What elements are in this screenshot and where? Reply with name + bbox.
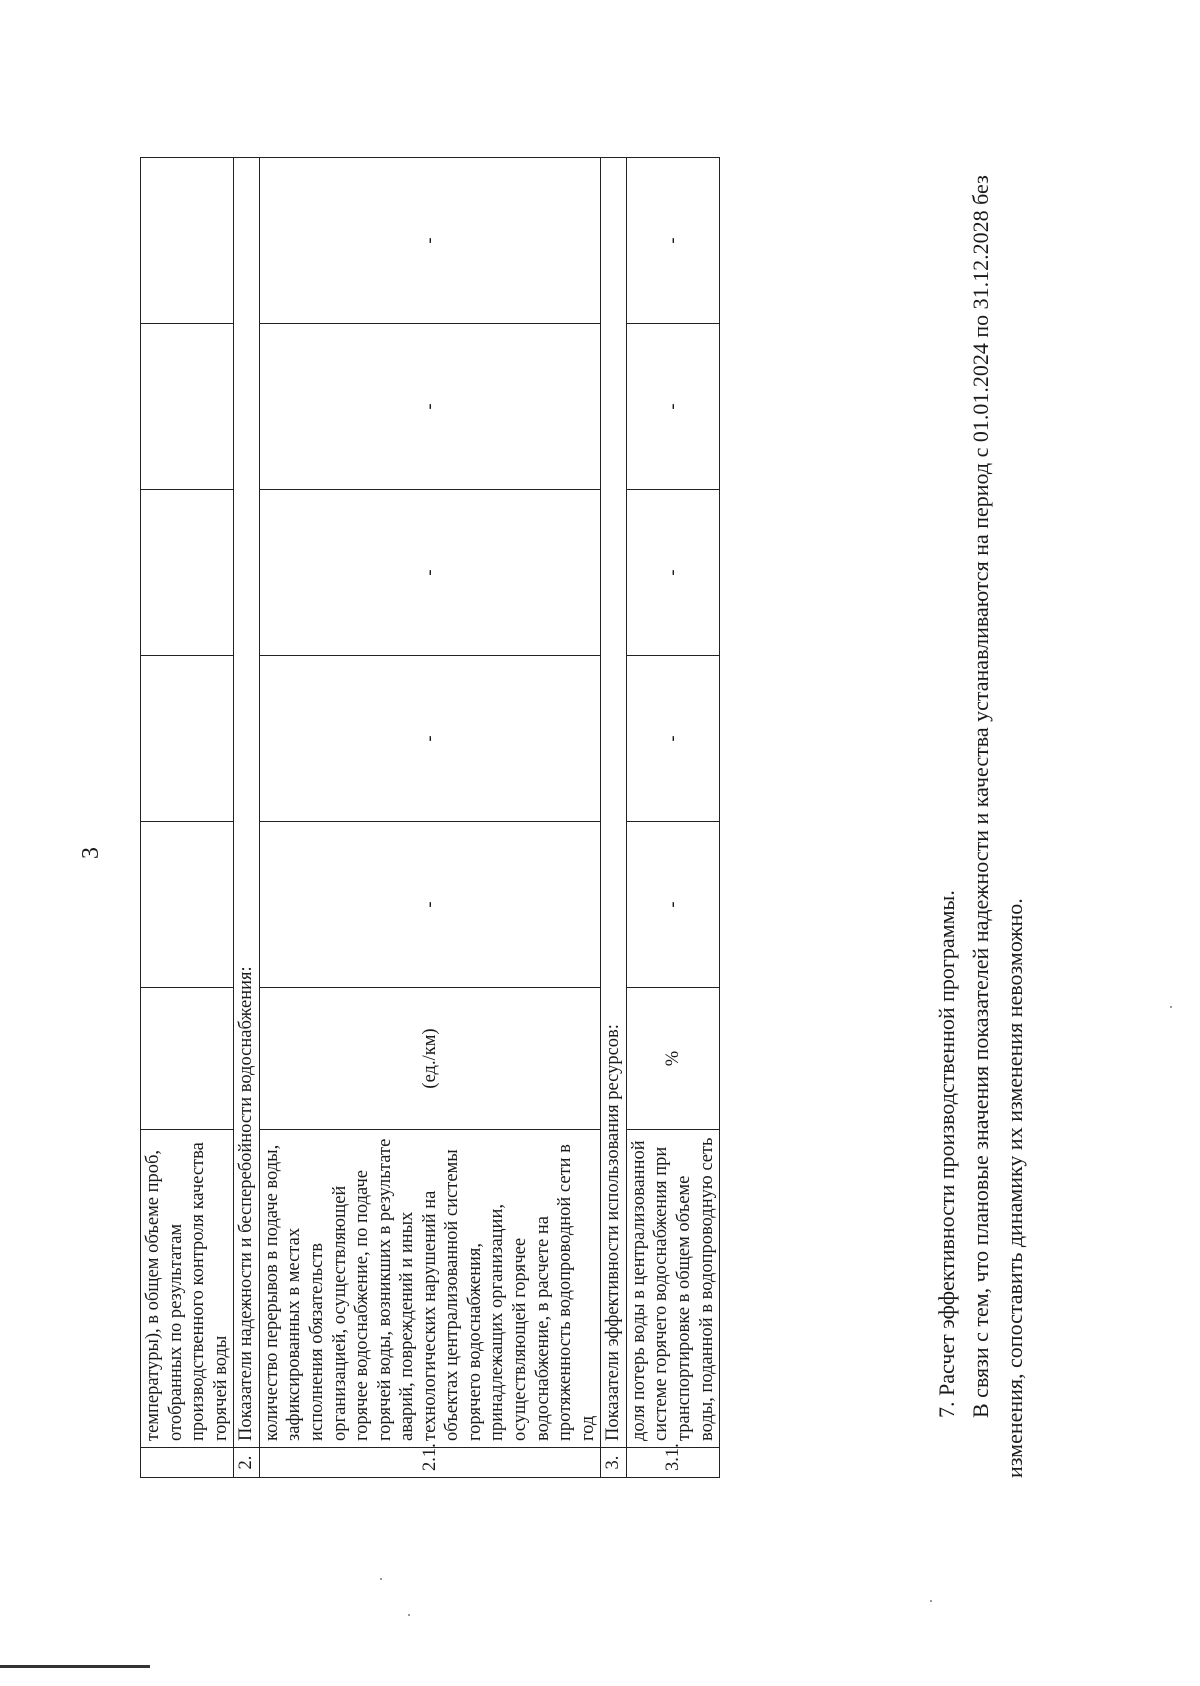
value-cell: - [259, 324, 600, 490]
section-heading: 7. Расчет эффективности производственной программы. [934, 890, 959, 1418]
section-number: 3. [601, 1448, 627, 1478]
row-name-cell: доля потерь воды в централизованной системе горячего водоснабжения при транспортировке в общем объеме воды, поданной в водопроводную сеть [626, 1130, 719, 1448]
footer-text [930, 148, 1032, 1478]
scan-speck [380, 1578, 382, 1580]
value-cell [141, 656, 234, 822]
value-cell: - [626, 490, 719, 656]
table-row-2-1 [259, 158, 600, 1478]
value-cell: - [259, 656, 600, 822]
scan-edge-line [0, 1665, 150, 1668]
section-title: Показатели надежности и бесперебойности водоснабжения: [234, 158, 260, 1448]
table-row-continued [141, 158, 234, 1478]
indicators-table [140, 157, 720, 1478]
value-cell: - [259, 158, 600, 324]
row-unit-cell [141, 988, 234, 1130]
value-cell [141, 822, 234, 988]
scan-speck [1170, 1006, 1172, 1008]
value-cell: - [626, 158, 719, 324]
value-cell: - [259, 822, 600, 988]
value-cell [141, 324, 234, 490]
scan-speck [408, 1614, 410, 1616]
row-number-cell: 2.1. [259, 1448, 600, 1478]
value-cell: - [259, 490, 600, 656]
section-number: 2. [234, 1448, 260, 1478]
row-name-cell: количество перерывов в подаче воды, зафиксированных в местах исполнения обязательств организацией, осуществляющей горячее водоснабжение, по подаче горячей воды, возникших в результате аварий, повреждений и иных технологических нарушений на объектах централизованной системы горячего водоснабжения, принадлежащих организации, осуществляющей горячее водоснабжение, в расчете на протяженность водопроводной сети в год [259, 1130, 600, 1448]
row-unit-cell: (ед./км) [259, 988, 600, 1130]
value-cell [141, 490, 234, 656]
table-row-3-1 [626, 158, 719, 1478]
row-unit-cell: % [626, 988, 719, 1130]
row-number-cell: 3.1. [626, 1448, 719, 1478]
row-number-cell [141, 1448, 234, 1478]
value-cell: - [626, 656, 719, 822]
value-cell: - [626, 324, 719, 490]
section-paragraph: В связи с тем, что плановые значения показателей надежности и качества устанавливаются на период с 01.01.2024 по 31.12.2028 без изменения, сопоставить динамику их изменения невозможно. [968, 175, 1028, 1478]
table-section-row-3 [601, 158, 627, 1478]
section-title: Показатели эффективности использования ресурсов: [601, 158, 627, 1448]
table-section-row-2 [234, 158, 260, 1478]
row-name-cell: температуры), в общем объеме проб, отобранных по результатам производственного контроля качества горячей воды [141, 1130, 234, 1448]
scan-speck [930, 1600, 932, 1602]
value-cell [141, 158, 234, 324]
page-number: 3 [78, 847, 104, 859]
value-cell: - [626, 822, 719, 988]
